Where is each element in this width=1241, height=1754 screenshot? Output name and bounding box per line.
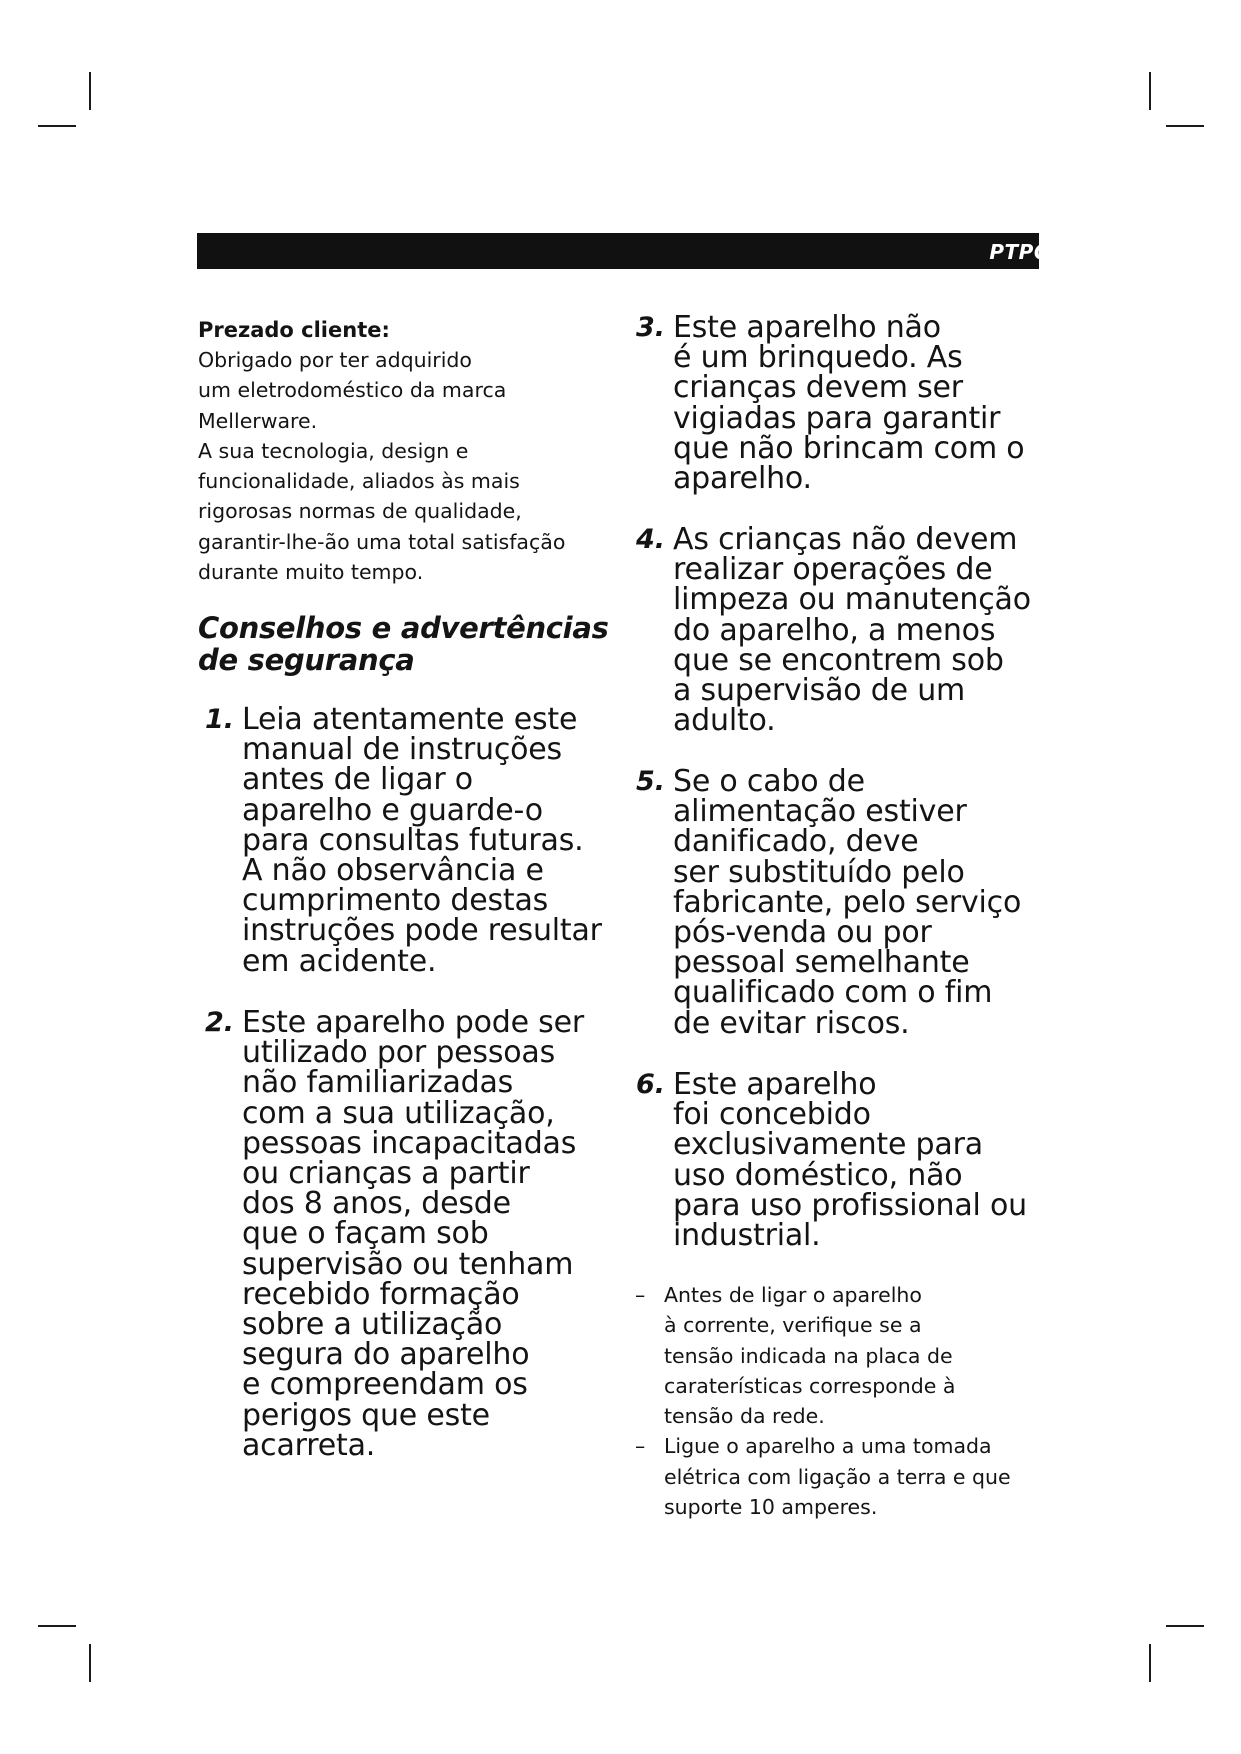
- item-line: Este aparelho pode ser: [242, 1005, 584, 1040]
- item-line: qualificado com o fim: [673, 975, 993, 1011]
- dash-marker: –: [635, 1283, 646, 1307]
- item-line: instruções pode resultar: [242, 913, 602, 949]
- item-line: supervisão ou tenham: [242, 1246, 574, 1282]
- item-line: exclusivamente para: [673, 1127, 983, 1163]
- item-text: [673, 522, 1031, 739]
- dash-marker: –: [635, 1434, 646, 1459]
- bullet-line: à corrente, verifique se a: [664, 1313, 922, 1338]
- item-number: 3.: [635, 312, 665, 343]
- item-line: a supervisão de um: [673, 673, 966, 709]
- item-line: que se encontrem sob: [673, 642, 1004, 678]
- crop-mark-bottom-left-v: [89, 1644, 91, 1682]
- item-line: Leia atentamente este: [242, 702, 578, 737]
- item-number: 1.: [204, 704, 234, 735]
- item-line: Este aparelho: [673, 1067, 877, 1102]
- language-code: PTPC: [989, 240, 1049, 264]
- item-text: [673, 1067, 1027, 1254]
- greeting-title: Prezado cliente:: [198, 318, 390, 342]
- item-line: Se o cabo de: [673, 764, 865, 799]
- item-line: realizar operações de: [673, 552, 993, 588]
- item-line: foi concebido: [673, 1097, 871, 1133]
- item-text: [242, 1005, 584, 1463]
- greeting-body: [198, 345, 618, 587]
- item-line: que o façam sob: [242, 1216, 489, 1252]
- item-line: aparelho.: [673, 461, 812, 497]
- safety-item-5: [632, 764, 1062, 1041]
- item-line: não familiarizadas: [242, 1065, 514, 1101]
- bullet-line: Antes de ligar o aparelho: [664, 1283, 922, 1307]
- greeting-line: Obrigado por ter adquirido: [198, 348, 472, 372]
- greeting-line: um eletrodoméstico da marca: [198, 378, 507, 403]
- bullet-list: [632, 1280, 1062, 1522]
- item-line: sobre a utilização: [242, 1307, 503, 1343]
- section-title-line: Conselhos e advertências: [198, 611, 609, 645]
- item-line: que não brincam com o: [673, 430, 1025, 466]
- safety-item-1: [198, 702, 628, 979]
- item-line: utilizado por pessoas: [242, 1035, 556, 1071]
- greeting-line: funcionalidade, aliados às mais: [198, 469, 520, 494]
- item-text: [242, 702, 602, 979]
- item-line: com a sua utilização,: [242, 1095, 555, 1131]
- item-line: para consultas futuras.: [242, 822, 584, 858]
- item-line: Este aparelho não: [673, 310, 941, 345]
- item-line: do aparelho, a menos: [673, 612, 996, 648]
- safety-item-4: [632, 522, 1062, 739]
- greeting-line: rigorosas normas de qualidade,: [198, 499, 522, 524]
- item-line: A não observância e: [242, 853, 544, 889]
- item-line: é um brinquedo. As: [673, 340, 963, 376]
- bullet-line: suporte 10 amperes.: [664, 1495, 878, 1520]
- bullet-line: elétrica com ligação a terra e que: [664, 1464, 1011, 1489]
- item-line: de evitar riscos.: [673, 1005, 910, 1041]
- bullet-item: [632, 1431, 1062, 1522]
- bullet-item: [632, 1280, 1062, 1431]
- safety-item-6: [632, 1067, 1062, 1254]
- item-line: uso doméstico, não: [673, 1157, 963, 1193]
- crop-mark-top-right-h: [1166, 125, 1204, 127]
- item-line: segura do aparelho: [242, 1337, 530, 1373]
- item-line: alimentação estiver: [673, 794, 967, 830]
- item-line: para uso profissional ou: [673, 1187, 1027, 1223]
- section-title: [198, 612, 628, 676]
- item-line: acarreta.: [242, 1427, 376, 1463]
- bullet-line: tensão da rede.: [664, 1404, 825, 1429]
- bullet-text: [664, 1280, 955, 1431]
- greeting-line: A sua tecnologia, design e: [198, 438, 469, 463]
- item-line: ser substituído pelo: [673, 854, 965, 890]
- bullet-line: caraterísticas corresponde à: [664, 1373, 956, 1398]
- safety-item-2: [198, 1005, 628, 1463]
- item-line: danificado, deve: [673, 824, 919, 860]
- item-number: 5.: [635, 766, 665, 797]
- item-number: 2.: [204, 1007, 234, 1038]
- item-text: [673, 310, 1025, 497]
- section-title-line: de segurança: [198, 643, 415, 677]
- crop-mark-bottom-right-h: [1166, 1625, 1204, 1627]
- item-line: recebido formação: [242, 1276, 520, 1312]
- bullet-line: Ligue o aparelho a uma tomada: [664, 1434, 992, 1459]
- item-line: ou crianças a partir: [242, 1156, 530, 1192]
- item-line: cumprimento destas: [242, 883, 549, 919]
- item-line: vigiadas para garantir: [673, 400, 1001, 436]
- item-line: antes de ligar o: [242, 762, 473, 798]
- greeting-line: garantir-lhe-ão uma total satisfação: [198, 529, 566, 554]
- item-line: pessoal semelhante: [673, 945, 970, 981]
- item-line: limpeza ou manutenção: [673, 582, 1031, 618]
- item-line: pessoas incapacitadas: [242, 1125, 577, 1161]
- item-line: fabricante, pelo serviço: [673, 884, 1022, 920]
- item-line: crianças devem ser: [673, 370, 963, 406]
- greeting-block: [198, 315, 618, 587]
- crop-mark-top-left-h: [38, 125, 76, 127]
- item-line: manual de instruções: [242, 732, 562, 768]
- bullet-text: [664, 1431, 1011, 1522]
- item-number: 4.: [635, 524, 665, 555]
- item-line: industrial.: [673, 1218, 821, 1254]
- item-line: aparelho e guarde-o: [242, 792, 543, 828]
- bullet-line: tensão indicada na placa de: [664, 1343, 953, 1368]
- greeting-line: Mellerware.: [198, 408, 318, 433]
- item-line: pós-venda ou por: [673, 915, 932, 951]
- item-line: adulto.: [673, 703, 776, 739]
- safety-item-3: [632, 310, 1062, 497]
- item-line: e compreendam os: [242, 1367, 528, 1403]
- crop-mark-top-left-v: [89, 72, 91, 110]
- item-number: 6.: [635, 1069, 665, 1100]
- crop-mark-bottom-left-h: [38, 1625, 76, 1627]
- item-line: dos 8 anos, desde: [242, 1186, 511, 1222]
- item-line: perigos que este: [242, 1397, 490, 1433]
- header-bar: [197, 233, 1049, 269]
- crop-mark-bottom-right-v: [1149, 1644, 1151, 1682]
- item-line: As crianças não devem: [673, 522, 1018, 557]
- crop-mark-top-right-v: [1149, 72, 1151, 110]
- item-line: em acidente.: [242, 943, 437, 979]
- greeting-line: durante muito tempo.: [198, 560, 424, 585]
- item-text: [673, 764, 1022, 1041]
